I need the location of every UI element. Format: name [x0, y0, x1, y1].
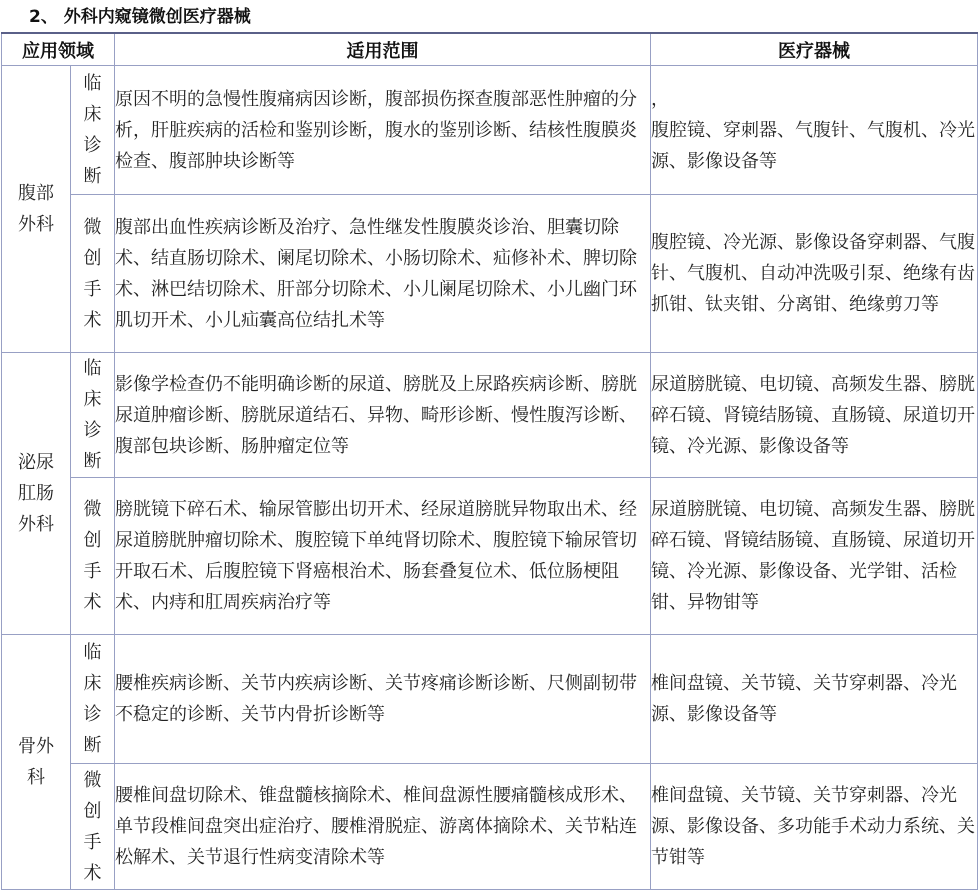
- area-label: 泌尿肛肠外科: [18, 452, 54, 535]
- scope-cell: 影像学检查仍不能明确诊断的尿道、膀胱及上尿路疾病诊断、膀胱尿道肿瘤诊断、膀胱尿道结石、异物、畸形诊断、慢性腹泻诊断、腹部包块诊断、肠肿瘤定位等: [115, 353, 651, 478]
- area-cell: [2, 66, 71, 353]
- header-scope: 适用范围: [115, 33, 651, 66]
- scope-cell: 原因不明的急慢性腹痛病因诊断，腹部损伤探查腹部恶性肿瘤的分析，肝脏疾病的活检和鉴别诊断，腹水的鉴别诊断、结核性腹膜炎检查、腹部肿块诊断等: [115, 66, 651, 195]
- category-label: 微创手术: [83, 216, 102, 331]
- table-row: [2, 66, 978, 195]
- equipment-cell: 椎间盘镜、关节镜、关节穿刺器、冷光源、影像设备等: [651, 635, 978, 764]
- category-label: 微创手术: [83, 769, 102, 884]
- equipment-cell: 椎间盘镜、关节镜、关节穿刺器、冷光源、影像设备、多功能手术动力系统、关节钳等: [651, 764, 978, 890]
- section-title: 2、 外科内窥镜微创医疗器械: [29, 7, 251, 27]
- category-cell: [71, 764, 115, 890]
- category-label: 微创手术: [83, 499, 102, 613]
- equipment-cell: 腹腔镜、冷光源、影像设备穿刺器、气腹针、气腹机、自动冲洗吸引泵、绝缘有齿抓钳、钛夹钳、分离钳、绝缘剪刀等: [651, 195, 978, 353]
- table-row: [2, 478, 978, 635]
- category-cell: [71, 635, 115, 764]
- category-cell: [71, 195, 115, 353]
- table-row: [2, 195, 978, 353]
- area-label: 骨外科: [18, 736, 54, 788]
- area-label: 腹部外科: [18, 183, 54, 235]
- scope-cell: 腰椎疾病诊断、关节内疾病诊断、关节疼痛诊断诊断、尺侧副韧带不稳定的诊断、关节内骨折诊断等: [115, 635, 651, 764]
- area-cell: [2, 353, 71, 635]
- category-label: 临床诊断: [83, 73, 102, 187]
- table-header-row: [2, 33, 978, 66]
- scope-cell: 膀胱镜下碎石术、输尿管膨出切开术、经尿道膀胱异物取出术、经尿道膀胱肿瘤切除术、腹腔镜下单纯肾切除术、腹腔镜下输尿管切开取石术、后腹腔镜下肾癌根治术、肠套叠复位术、低位肠梗阻术、内痔和肛周疾病治疗等: [115, 478, 651, 635]
- category-cell: [71, 478, 115, 635]
- scope-cell: 腰椎间盘切除术、锥盘髓核摘除术、椎间盘源性腰痛髓核成形术、单节段椎间盘突出症治疗、腰椎滑脱症、游离体摘除术、关节粘连松解术、关节退行性病变清除术等: [115, 764, 651, 890]
- medical-device-table: [1, 32, 978, 890]
- category-cell: [71, 353, 115, 478]
- table-row: [2, 635, 978, 764]
- equipment-lead-mark: ，: [651, 88, 669, 110]
- category-label: 临床诊断: [83, 642, 102, 756]
- equipment-cell: 尿道膀胱镜、电切镜、高频发生器、膀胱碎石镜、肾镜结肠镜、直肠镜、尿道切开镜、冷光源、影像设备等: [651, 353, 978, 478]
- scope-cell: 腹部出血性疾病诊断及治疗、急性继发性腹膜炎诊治、胆囊切除术、结直肠切除术、阑尾切除术、小肠切除术、疝修补术、脾切除术、淋巴结切除术、肝部分切除术、小儿阑尾切除术、小儿幽门环肌切开术、小儿疝囊高位结扎术等: [115, 195, 651, 353]
- equipment-cell: 尿道膀胱镜、电切镜、高频发生器、膀胱碎石镜、肾镜结肠镜、直肠镜、尿道切开镜、冷光源、影像设备、光学钳、活检钳、异物钳等: [651, 478, 978, 635]
- equipment-text: 腹腔镜、穿刺器、气腹针、气腹机、冷光源、影像设备等: [651, 119, 975, 172]
- header-area: 应用领域: [2, 33, 115, 66]
- area-cell: [2, 635, 71, 890]
- category-label: 临床诊断: [83, 358, 102, 472]
- equipment-cell: [651, 66, 978, 195]
- header-equipment: 医疗器械: [651, 33, 978, 66]
- table-row: [2, 764, 978, 890]
- category-cell: [71, 66, 115, 195]
- table-row: [2, 353, 978, 478]
